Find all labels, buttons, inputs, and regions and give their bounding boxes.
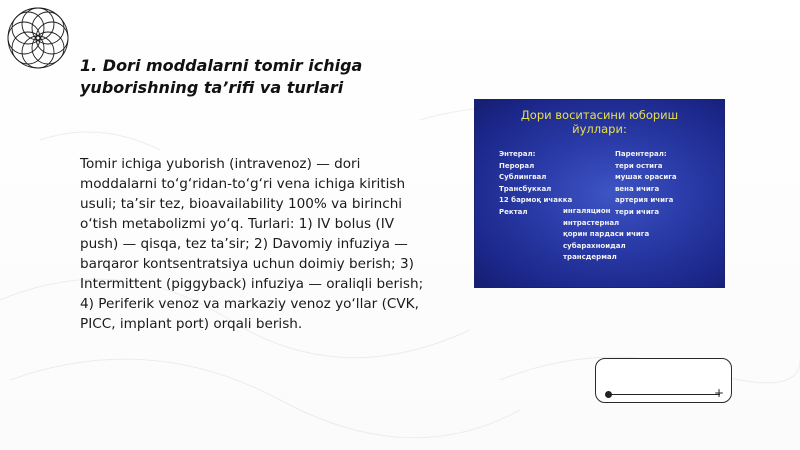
- list-item: Перорал: [499, 161, 535, 170]
- embedded-title-line-2: йуллари:: [572, 122, 627, 136]
- list-item: вена ичига: [615, 184, 660, 193]
- embedded-title-line-1: Дори воситасини юбориш: [520, 108, 679, 122]
- embedded-title: [475, 108, 724, 136]
- list-item: 12 бармоқ ичакка: [499, 196, 573, 204]
- seek-track[interactable]: [608, 394, 720, 395]
- list-item: тери ичига: [615, 207, 660, 216]
- list-item: қорин пардаси ичига: [563, 230, 650, 238]
- embedded-slide-image: [475, 100, 724, 287]
- list-item: субарахноидал: [563, 241, 626, 250]
- list-item: ингаляцион: [563, 207, 611, 215]
- slide-body-text: Tomir ichiga yuborish (intravenoz) — dori moddalarni to‘g‘ridan-to‘g‘ri vena ichiga kiritish usuli; ta’sir tez, bioavailability 100% va birinchi o‘tish metabolizmi yo‘q. Turlari: 1) IV bolus (IV push) — qisqa, tez ta’sir; 2) Davomiy infuziya — barqaror kontsentratsiya uchun doimiy berish; 3) Intermittent (piggyback) infuziya — oraliqli berish; 4) Periferik venoz va markaziy venoz yo‘llar (CVK, PICC, implant port) orqali berish.: [80, 156, 424, 332]
- other-routes-list: [563, 206, 649, 264]
- slide-title: 1. Dori moddalarni tomir ichiga yuborishning ta’rifi va turlari: [80, 56, 363, 97]
- list-item: Энтерал:: [499, 150, 536, 158]
- list-item: артерия ичига: [615, 196, 674, 204]
- spirograph-circle-icon: [0, 0, 76, 76]
- list-item: трансдермал: [563, 253, 617, 261]
- list-item: интрастернал: [563, 218, 620, 227]
- list-item: Ректал: [499, 207, 528, 216]
- list-item: тери остига: [615, 161, 663, 170]
- enteral-routes-list: [499, 149, 572, 218]
- list-item: мушак орасига: [615, 173, 677, 181]
- list-item: Сублингвал: [499, 173, 547, 181]
- crosshair-icon: +: [714, 386, 725, 400]
- media-player-control[interactable]: [595, 358, 732, 403]
- playhead-icon[interactable]: [605, 391, 612, 398]
- list-item: Трансбуккал: [499, 184, 552, 193]
- list-item: Парентерал:: [615, 150, 667, 158]
